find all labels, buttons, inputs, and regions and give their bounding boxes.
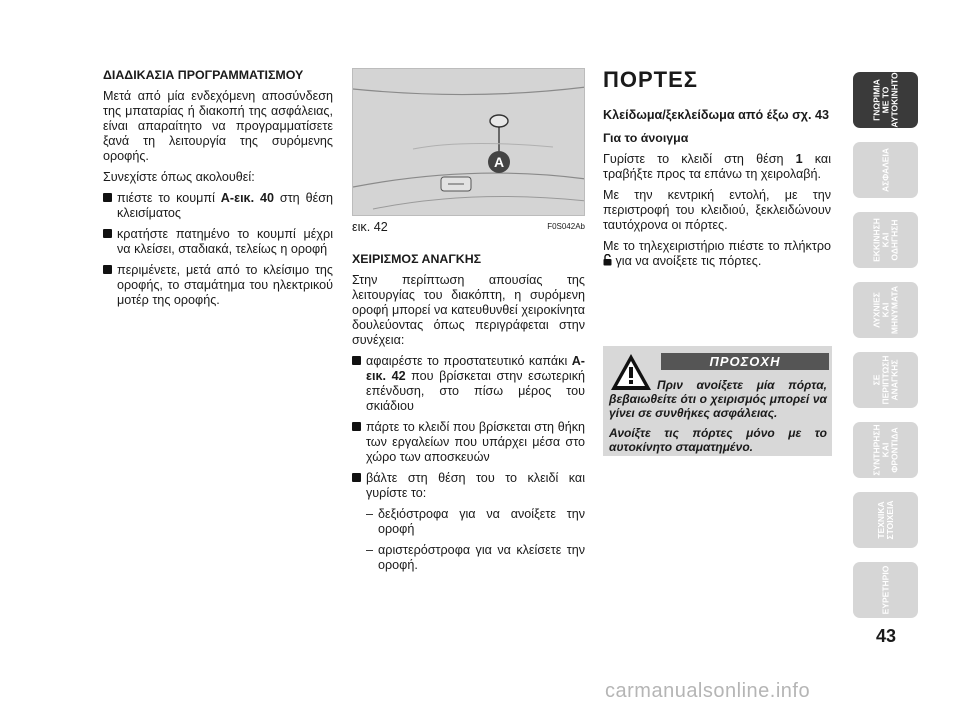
dash-mark: – (366, 543, 374, 557)
bullet-item (352, 420, 585, 465)
unlock-icon (603, 254, 612, 270)
bullet-text: κρατήστε πατημένο το κουμπί μέχρι να κλείσει, σταδιακά, τελείως η οροφή (117, 227, 333, 256)
tab-label: ΓΝΩΡΙΜΙΑ ΜΕ ΤΟ ΑΥΤΟΚΙΝΗΤΟ (871, 72, 899, 128)
section-subtitle: Κλείδωμα/ξεκλείδωμα από έξω σχ. 43 (603, 108, 829, 122)
page-title: ΠΟΡΤΕΣ (603, 67, 698, 92)
bullet-square-icon (352, 422, 361, 431)
warning-box (603, 346, 832, 456)
column-programming (103, 68, 333, 314)
tab-maintenance[interactable] (853, 422, 918, 478)
section-heading-opening: Για το άνοιγμα (603, 131, 689, 145)
warning-title: ΠΡΟΣΟΧΗ (661, 353, 829, 370)
warning-paragraph: Ανοίξτε τις πόρτες μόνο με το αυτοκίνητο σταματημένο. (609, 426, 827, 454)
paragraph: Συνεχίστε όπως ακολουθεί: (103, 170, 255, 184)
paragraph-text: Με το τηλεχειριστήριο πιέστε το πλήκτρο (603, 239, 831, 253)
dash-mark: – (366, 507, 374, 521)
bullet-text: πιέστε το κουμπί (117, 191, 221, 205)
key-position: 1 (795, 152, 803, 166)
warning-paragraph: Πριν ανοίξετε μία πόρτα, βεβαιωθείτε ότι ο χειρισμός μπορεί να γίνει σε συνθήκες ασφάλειας. (609, 378, 827, 420)
column-emergency (352, 252, 585, 579)
dash-text: αριστερόστροφα για να κλείσετε την οροφή. (378, 543, 585, 572)
tab-label: ΤΕΧΝΙΚΑ ΣΤΟΙΧΕΙΑ (875, 500, 895, 540)
dash-item (352, 507, 585, 537)
watermark: carmanualsonline.info (605, 680, 811, 702)
bullet-square-icon (103, 229, 112, 238)
section-heading-emergency: ΧΕΙΡΙΣΜΟΣ ΑΝΑΓΚΗΣ (352, 252, 482, 266)
paragraph (603, 152, 831, 182)
bullet-item (103, 263, 333, 308)
figure-callout-label: A (493, 154, 505, 170)
tab-label: ΣΥΝΤΗΡΗΣΗ ΚΑΙ ΦΡΟΝΤΙΔΑ (871, 424, 899, 476)
tab-getting-to-know[interactable] (853, 72, 918, 128)
paragraph-text: Γυρίστε το κλειδί στη θέση (603, 152, 796, 166)
tab-warning-lights[interactable] (853, 282, 918, 338)
tab-starting-driving[interactable] (853, 212, 918, 268)
tab-label: ΕΥΡΕΤΗΡΙΟ (880, 565, 890, 615)
paragraph: Στην περίπτωση απουσίας της λειτουργίας του διακόπτη, η συρόμενη οροφή μπορεί να κατευθυνθεί χειροκίνητα δουλεύοντας όπως περιγράφεται στην συνέχεια: (352, 273, 585, 347)
figure-code: F0S042Ab (547, 222, 585, 231)
roof-interior-drawing (353, 69, 585, 216)
tab-emergency[interactable] (853, 352, 918, 408)
tab-label: ΑΣΦΑΛΕΙΑ (880, 148, 890, 192)
bullet-item (103, 191, 333, 221)
bullet-text: που βρίσκεται στην εσωτερική επένδυση, στο πίσω μέρος του σκιάδιου (366, 369, 585, 413)
dash-item (352, 543, 585, 573)
tab-index[interactable] (853, 562, 918, 618)
warning-text (609, 378, 827, 460)
bullet-item (352, 354, 585, 414)
bullet-text: στη θέση κλεισίματος (117, 191, 333, 220)
bullet-text: περιμένετε, μετά από το κλείσιμο της οροφής, το σταμάτημα του ηλεκτρικού μοτέρ της οροφής. (117, 263, 333, 307)
paragraph-text: και τραβήξτε προς τα επάνω τη χειρολαβή. (603, 152, 831, 181)
figure-caption-text: εικ. 42 (352, 220, 388, 234)
bullet-text: βάλτε στη θέση του το κλειδί και γυρίστε το: (366, 471, 585, 500)
bullet-text: αφαιρέστε το προστατευτικό καπάκι (366, 354, 572, 368)
bullet-item (352, 471, 585, 501)
tab-technical-data[interactable] (853, 492, 918, 548)
bullet-square-icon (352, 356, 361, 365)
tab-label: ΣΕ ΠΕΡΙΠΤΩΣΗ ΑΝΑΓΚΗΣ (871, 355, 899, 405)
figure-42-illustration (352, 68, 585, 216)
bullet-item (103, 227, 333, 257)
paragraph-text: για να ανοίξετε τις πόρτες. (612, 254, 762, 268)
tab-label: ΛΥΧΝΙΕΣ ΚΑΙ ΜΗΝΥΜΑΤΑ (871, 285, 899, 335)
page-number: 43 (875, 626, 897, 646)
bullet-square-icon (352, 473, 361, 482)
figure-reference: A-εικ. 40 (220, 191, 275, 205)
tab-safety[interactable] (853, 142, 918, 198)
figure-caption (352, 220, 585, 234)
bullet-square-icon (103, 265, 112, 274)
paragraph: Με την κεντρική εντολή, με την περιστροφή του κλειδιού, ξεκλειδώνουν ταυτόχρονα οι πόρτες. (603, 188, 831, 232)
bullet-text: πάρτε το κλειδί που βρίσκεται στη θήκη των εργαλείων που υπάρχει μέσα στο χώρο των αποσκευών (366, 420, 585, 464)
dash-text: δεξιόστροφα για να ανοίξετε την οροφή (378, 507, 585, 536)
column-doors (603, 68, 831, 276)
paragraph: Μετά από μία ενδεχόμενη αποσύνδεση της μπαταρίας ή διακοπή της ασφάλειας, είναι απαραίτητο να προγραμματίσετε ξανά τη λειτουργία της συρόμενης οροφής. (103, 89, 333, 163)
figure-reference: A-εικ. 42 (366, 354, 585, 383)
bullet-square-icon (103, 193, 112, 202)
section-heading-programming: ΔΙΑΔΙΚΑΣΙΑ ΠΡΟΓΡΑΜΜΑΤΙΣΜΟΥ (103, 68, 304, 82)
paragraph (603, 239, 831, 270)
tab-label: ΕΚΚΙΝΗΣΗ ΚΑΙ ΟΔΗΓΗΣΗ (871, 218, 899, 262)
